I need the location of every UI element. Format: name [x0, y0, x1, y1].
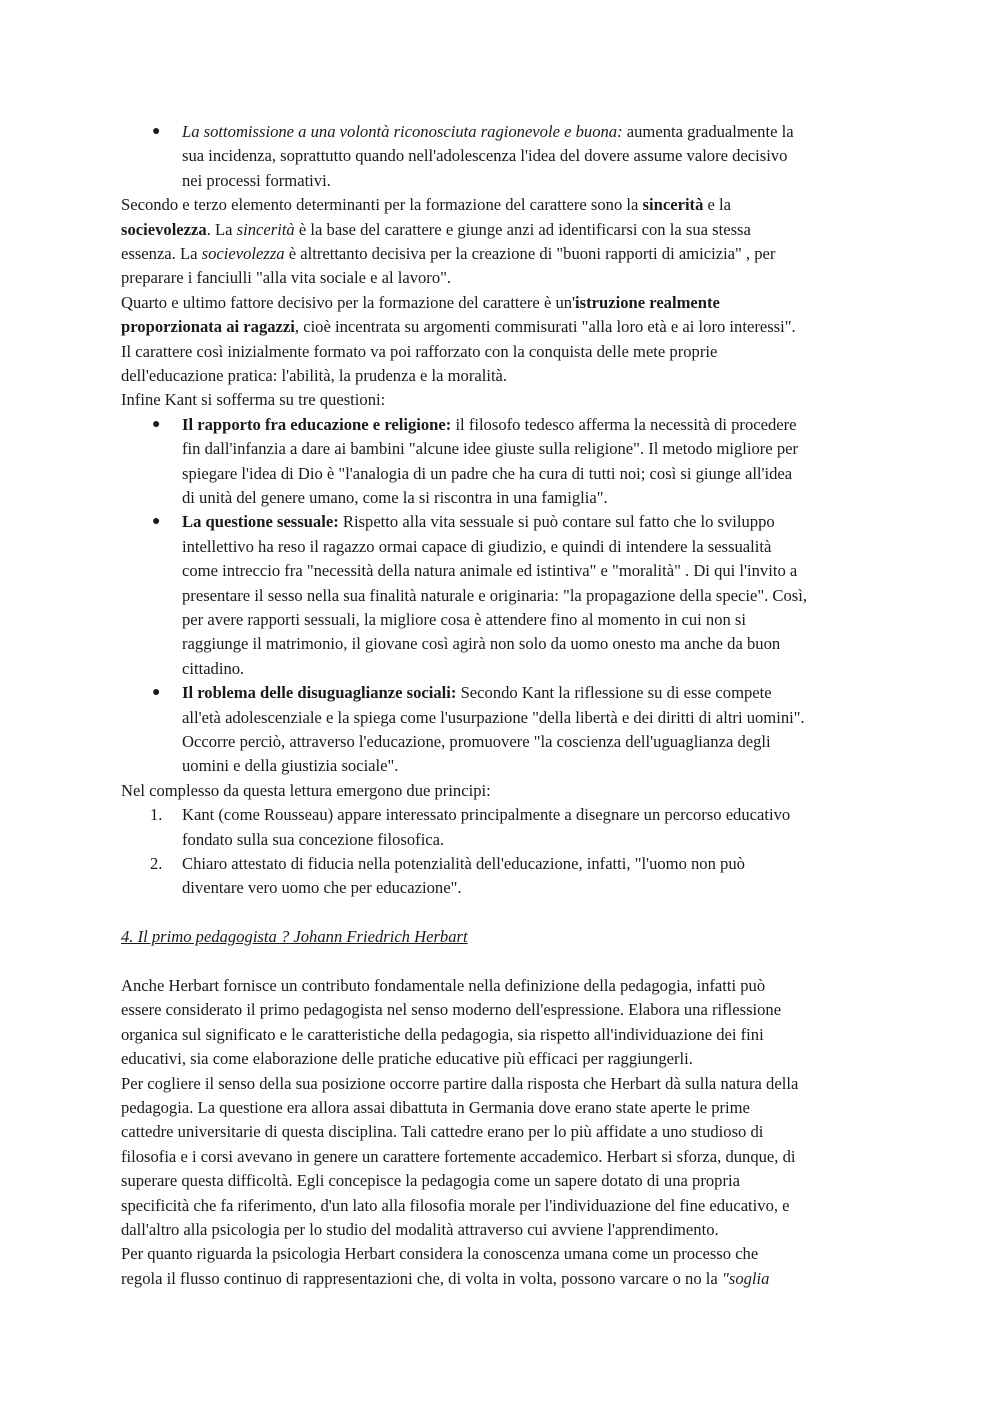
text-run: pedagogia. La questione era allora assai dibattuta in Germania dove erano state aperte le prime — [121, 1098, 750, 1117]
text-run: specificità che fa riferimento, d'un lato alla filosofia morale per l'individuazione del fine educativo, e — [121, 1195, 790, 1215]
text-run: raggiunge il matrimonio, il giovane così agirà non solo da uomo onesto ma anche da buon — [182, 634, 781, 654]
text-run: dell'educazione pratica: l'abilità, la prudenza e la moralità. — [121, 366, 508, 385]
paragraph-line — [121, 1194, 790, 1218]
paragraph-line — [121, 364, 507, 388]
list-item-line — [182, 706, 805, 730]
paragraph-line — [121, 340, 717, 364]
text-run: socievolezza — [121, 219, 207, 239]
text-run: "soglia — [721, 1268, 770, 1288]
text-run: socievolezza — [201, 244, 285, 263]
text-run: Chiaro attestato di fiducia nella potenzialità dell'educazione, infatti, "l'uomo non può — [182, 854, 745, 873]
text-run: Il roblema delle disuguaglianze sociali: — [182, 683, 457, 703]
text-run: presentare il sesso nella sua finalità naturale e originaria: "la propagazione della specie". Così, — [182, 585, 807, 605]
paragraph-line — [121, 193, 731, 217]
list-number: 1. — [150, 805, 163, 825]
paragraph-line — [121, 1145, 796, 1169]
paragraph-line — [121, 998, 781, 1022]
paragraph-line — [121, 1120, 763, 1144]
text-run: essenza. La — [121, 244, 202, 263]
text-run: sincerità — [642, 195, 704, 215]
text-run: uomini e della giustizia sociale". — [182, 756, 399, 776]
text-run: diventare vero uomo che per educazione". — [182, 878, 462, 898]
paragraph-line — [121, 1242, 758, 1266]
list-item-line — [182, 144, 787, 168]
text-run: come intreccio fra "necessità della natura animale ed istintiva" e "moralità" . Di qui l'invito a — [182, 561, 798, 581]
list-item-line — [182, 584, 807, 608]
text-run: cittadino. — [182, 658, 245, 678]
list-item-line — [182, 852, 745, 876]
list-item-line — [182, 486, 608, 510]
list-item-line — [182, 730, 771, 754]
text-run: regola il flusso continuo di rappresentazioni che, di volta in volta, possono varcare o no la — [121, 1268, 722, 1288]
text-run: educativi, sia come elaborazione delle pratiche educative più efficaci per raggiungerli. — [121, 1049, 693, 1069]
list-item-line — [182, 120, 794, 144]
text-run: cattedre universitarie di questa disciplina. Tali cattedre erano per lo più affidate a uno studioso di — [121, 1122, 764, 1142]
text-run: La questione sessuale: — [182, 512, 339, 532]
text-run: Rispetto alla vita sessuale si può contare sul fatto che lo sviluppo — [338, 512, 775, 532]
text-run: fin dall'infanzia a dare ai bambini "alcune idee giuste sulla religione". Il metodo migliore per — [182, 439, 799, 459]
text-run: Per cogliere il senso della sua posizione occorre partire dalla risposta che Herbart dà sulla natura della — [121, 1073, 799, 1093]
text-run: fondato sulla sua concezione filosofica. — [182, 829, 445, 849]
bullet-icon: ● — [152, 124, 161, 139]
list-item-line — [182, 754, 398, 778]
text-run: sua incidenza, soprattutto quando nell'adolescenza l'idea del dovere assume valore decisivo — [182, 146, 788, 166]
list-item-line — [182, 169, 331, 193]
text-run: Secondo e terzo elemento determinanti per la formazione del carattere sono la — [121, 195, 643, 215]
text-run: superare questa difficoltà. Egli concepisce la pedagogia come un sapere dotato di una propria — [121, 1171, 740, 1191]
text-run: . La — [206, 219, 237, 239]
list-item-line — [182, 462, 792, 486]
section-heading: 4. Il primo pedagogista ? Johann Friedrich Herbart — [121, 927, 468, 947]
text-run: Occorre perciò, attraverso l'educazione, promuovere "la coscienza dell'uguaglianza degli — [182, 732, 771, 751]
paragraph-line — [121, 779, 491, 803]
text-run: all'età adolescenziale e la spiega come l'usurpazione "della libertà e dei diritti di altri uomini". — [182, 707, 805, 727]
text-run: proporzionata ai ragazzi — [121, 317, 295, 337]
text-run: filosofia e i corsi avevano in genere un carattere fortemente accademico. Herbart si sforza, dunque, di — [121, 1146, 796, 1166]
bullet-icon: ● — [152, 514, 161, 530]
text-run: Il rapporto fra educazione e religione: — [182, 414, 452, 434]
list-item-line — [182, 681, 772, 705]
paragraph-line — [121, 1023, 764, 1047]
text-run: è altrettanto decisiva per la creazione di "buoni rapporti di amicizia" , per — [284, 244, 776, 263]
list-item-line — [182, 413, 797, 437]
text-run: istruzione realmente — [575, 292, 720, 312]
text-run: per avere rapporti sessuali, la migliore cosa è attendere fino al momento in cui non si — [182, 610, 747, 629]
text-run: Quarto e ultimo fattore decisivo per la formazione del carattere è un' — [121, 292, 576, 312]
paragraph-line — [121, 1072, 798, 1096]
list-item-line — [182, 632, 780, 656]
paragraph-line — [121, 388, 385, 412]
text-run: Il carattere così inizialmente formato va poi rafforzato con la conquista delle mete proprie — [121, 341, 718, 361]
list-item-line — [182, 828, 444, 852]
text-run: sincerità — [236, 219, 295, 239]
paragraph-line — [121, 218, 751, 242]
paragraph-line — [121, 242, 775, 266]
paragraph-line — [121, 291, 720, 315]
text-run: dall'altro alla psicologia per lo studio del modalità attraverso cui avviene l'apprendimento. — [121, 1220, 719, 1239]
paragraph-line — [121, 974, 765, 998]
text-run: e la — [703, 195, 732, 215]
text-run: Kant (come Rousseau) appare interessato principalmente a disegnare un percorso educativo — [182, 805, 791, 825]
text-run: Secondo Kant la riflessione su di esse compete — [456, 683, 772, 703]
text-run: organica sul significato e le caratteristiche della pedagogia, sia rispetto all'individuazione dei fini — [121, 1024, 764, 1044]
text-run: il filosofo tedesco afferma la necessità di procedere — [451, 414, 797, 434]
text-run: La sottomissione a una volontà riconosciuta ragionevole e buona: — [182, 122, 623, 141]
text-run: intellettivo ha reso il ragazzo ormai capace di giudizio, e quindi di intendere la sessualità — [182, 536, 772, 556]
text-run: nei processi formativi. — [182, 170, 331, 190]
text-run: di unità del genere umano, come la si riscontra in una famiglia". — [182, 488, 608, 507]
list-number: 2. — [150, 854, 163, 873]
list-item-line — [182, 437, 798, 461]
list-item-line — [182, 657, 244, 681]
list-item-line — [182, 803, 790, 827]
text-run: è la base del carattere e giunge anzi ad identificarsi con la sua stessa — [294, 219, 751, 239]
bullet-icon: ● — [152, 685, 161, 701]
text-run: preparare i fanciulli "alla vita sociale e al lavoro". — [121, 268, 452, 288]
bullet-icon: ● — [152, 416, 161, 432]
text-run: Anche Herbart fornisce un contributo fondamentale nella definizione della pedagogia, infatti può — [121, 976, 766, 995]
text-run: essere considerato il primo pedagogista nel senso moderno dell'espressione. Elabora una riflessione — [121, 1000, 782, 1020]
paragraph-line — [121, 1267, 769, 1291]
list-item-line — [182, 535, 771, 559]
paragraph-line — [121, 1169, 740, 1193]
text-run: , cioè incentrata su argomenti commisurati "alla loro età e ai loro interessi". — [294, 317, 796, 337]
text-run: aumenta gradualmente la — [622, 122, 794, 141]
paragraph-line — [121, 315, 796, 339]
text-run: Per quanto riguarda la psicologia Herbart considera la conoscenza umana come un processo che — [121, 1244, 759, 1264]
list-item-line — [182, 559, 797, 583]
list-item-line — [182, 876, 462, 900]
paragraph-line — [121, 1096, 750, 1120]
text-run: Nel complesso da questa lettura emergono due principi: — [121, 780, 491, 800]
text-run: spiegare l'idea di Dio è "l'analogia di un padre che ha cura di tutti noi; così si giunge all'idea — [182, 463, 793, 483]
paragraph-line — [121, 266, 451, 290]
list-item-line — [182, 510, 775, 534]
list-item-line — [182, 608, 746, 632]
paragraph-line — [121, 1047, 693, 1071]
paragraph-line — [121, 1218, 719, 1242]
text-run: Infine Kant si sofferma su tre questioni: — [121, 390, 386, 410]
